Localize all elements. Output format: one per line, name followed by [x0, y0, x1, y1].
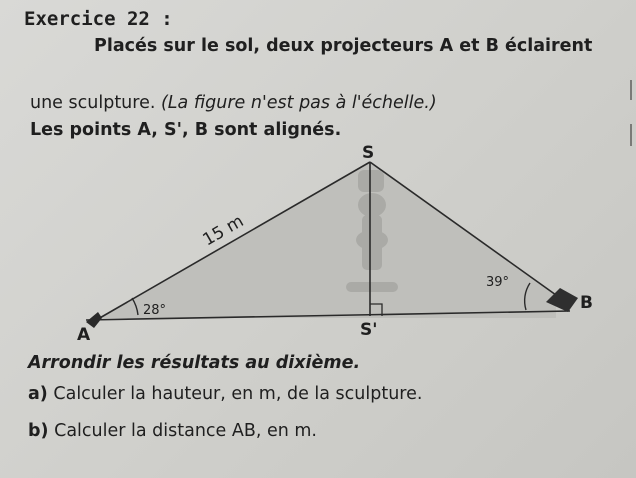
exercise-title: Exercice 22 : [24, 8, 173, 30]
rounding-instruction: Arrondir les résultats au dixième. [28, 353, 361, 373]
question-a-letter: a) [28, 384, 48, 404]
label-length-as: 15 m [199, 211, 248, 251]
label-angle-b: 39° [486, 275, 510, 290]
page-edge-mark [630, 80, 632, 100]
scale-note: (La figure n'est pas à l'échelle.) [160, 93, 437, 113]
question-a-text: Calculer la hauteur, en m, de la sculpture. [47, 384, 423, 404]
page-edge-mark [630, 124, 632, 146]
label-s: S [362, 143, 375, 163]
statement-line-2-main: une sculpture. [30, 93, 161, 113]
question-a [28, 384, 422, 404]
question-b [28, 421, 317, 441]
statement-line-3: Les points A, S', B sont alignés. [30, 120, 342, 140]
statement-line-1: Placés sur le sol, deux projecteurs A et B éclairent [94, 36, 593, 56]
question-b-letter: b) [28, 421, 49, 441]
label-a: A [77, 325, 91, 345]
label-b: B [580, 293, 593, 313]
triangle-fill [98, 162, 556, 318]
question-b-text: Calculer la distance AB, en m. [48, 421, 317, 441]
label-angle-a: 28° [143, 303, 167, 318]
label-s-prime: S' [360, 320, 378, 340]
